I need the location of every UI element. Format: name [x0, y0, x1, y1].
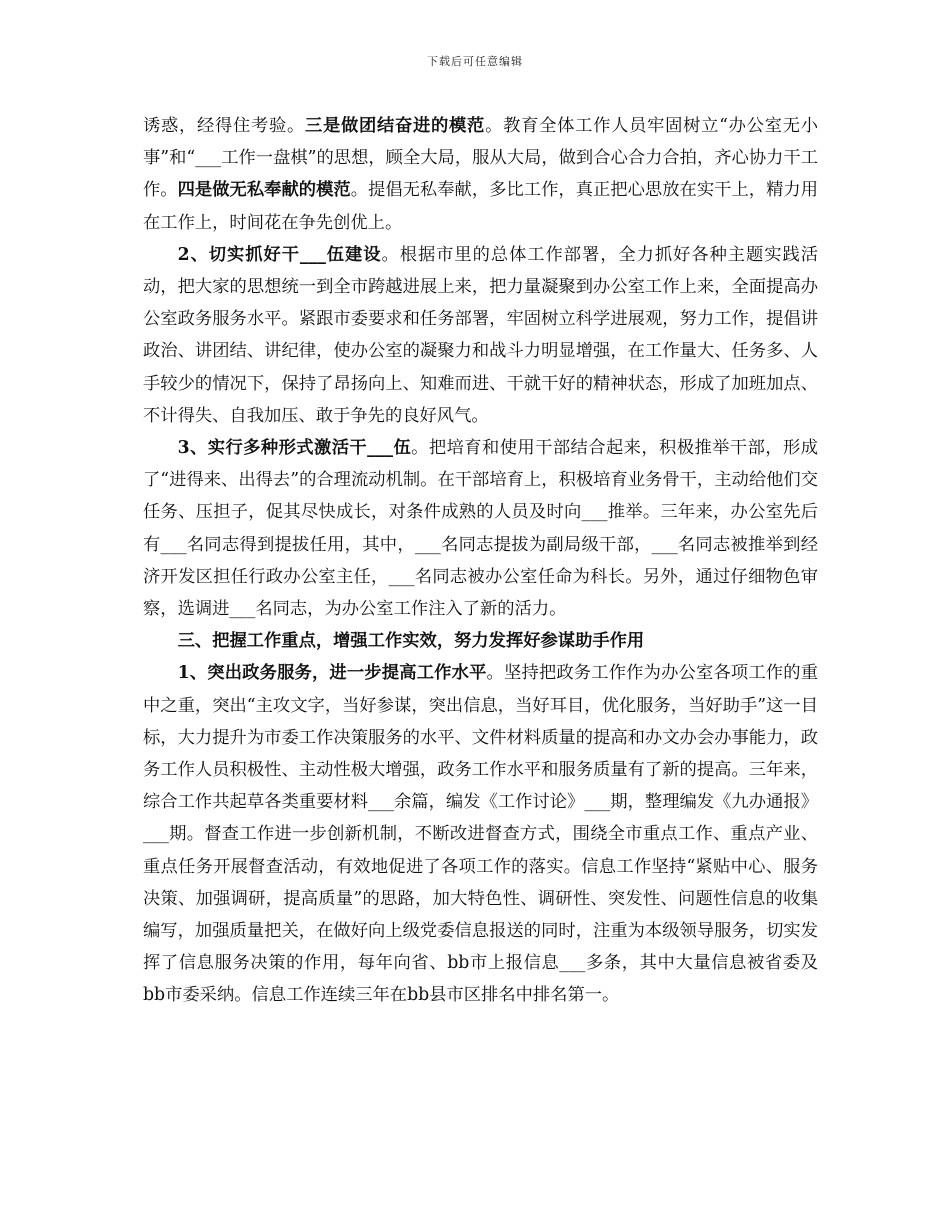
text-run: 诱惑，经得住考验。 — [143, 116, 306, 136]
paragraph-3 — [143, 432, 818, 625]
section-heading: 1、突出政务服务，进一步提高工作水平 — [177, 663, 487, 684]
text-run: 。提倡无私奉献，多比工作，真正把心思放在实干上，精力用在工作上，时间花在争先创优上。 — [143, 180, 818, 233]
document-body — [143, 110, 818, 1012]
paragraph-2 — [143, 239, 818, 432]
section-heading: 2、切实抓好干___伍建设 — [177, 244, 382, 265]
text-run: 。把培育和使用干部结合起来，积极推举干部，形成了“进得来、出得去”的合理流动机制。在干部培育上，积极培育业务骨干，主动给他们交任务、压担子，促其尽快成长，对条件成熟的人员及时向___推举。三年来，办公室先后有___名同志得到提拔任用，其中，___名同志提拔为副局级干部，___名同志被推举到经济开发区担任行政办公室主任，___名同志被办公室任命为科长。另外，通过仔细物色审察，选调进___名同志，为办公室工作注入了新的活力。 — [143, 438, 818, 620]
bold-heading: 三是做团结奋进的模范 — [305, 116, 486, 136]
paragraph-5 — [143, 657, 818, 1011]
chapter-heading: 三、把握工作重点，增强工作实效，努力发挥好参谋助手作用 — [177, 631, 645, 652]
text-run: 。根据市里的总体工作部署，全力抓好各种主题实践活动，把大家的思想统一到全市跨越进展上来，把力量凝聚到办公室工作上来，全面提高办公室政务服务水平。紧跟市委要求和任务部署，牢固树立科学进展观，努力工作，提倡讲政治、讲团结、讲纪律，使办公室的凝聚力和战斗力明显增强，在工作量大、任务多、人手较少的情况下，保持了昂扬向上、知难而进、干就干好的精神状态，形成了加班加点、不计得失、自我加压、敢于争先的良好风气。 — [143, 244, 818, 426]
text-run: 。教育全体工作人员牢固树立“办公室无小事”和“___工作一盘棋”的思想，顾全大局，服从大局，做到合心合力合拍，齐心协力干工作。 — [143, 116, 818, 201]
text-run: 。坚持把政务工作作为办公室各项工作的重中之重，突出“主攻文字，当好参谋，突出信息，当好耳目，优化服务，当好助手”这一目标，大力提升为市委工作决策服务的水平、文件材料质量的提高和办文办会办事能力，政务工作人员积极性、主动性极大增强，政务工作水平和服务质量有了新的提高。三年来，综合工作共起草各类重要材料___余篇，编发《工作讨论》___期，整理编发《九办通报》___期。督查工作进一步创新机制，不断改进督查方式，围绕全市重点工作、重点产业、重点任务开展督查活动，有效地促进了各项工作的落实。信息工作坚持“紧贴中心、服务决策、加强调研，提高质量”的思路，加大特色性、调研性、突发性、问题性信息的收集编写，加强质量把关，在做好向上级党委信息报送的同时，注重为本级领导服务，切实发挥了信息服务决策的作用，每年向省、bb市上报信息___多条，其中大量信息被省委及bb市委采纳。信息工作连续三年在bb县市区排名中排名第一。 — [143, 663, 818, 1006]
section-heading: 3、实行多种形式激活干___伍 — [177, 438, 412, 459]
bold-heading: 四是做无私奉献的模范 — [177, 180, 351, 201]
paragraph-1 — [143, 110, 818, 239]
page-header: 下载后可任意编辑 — [427, 55, 523, 68]
